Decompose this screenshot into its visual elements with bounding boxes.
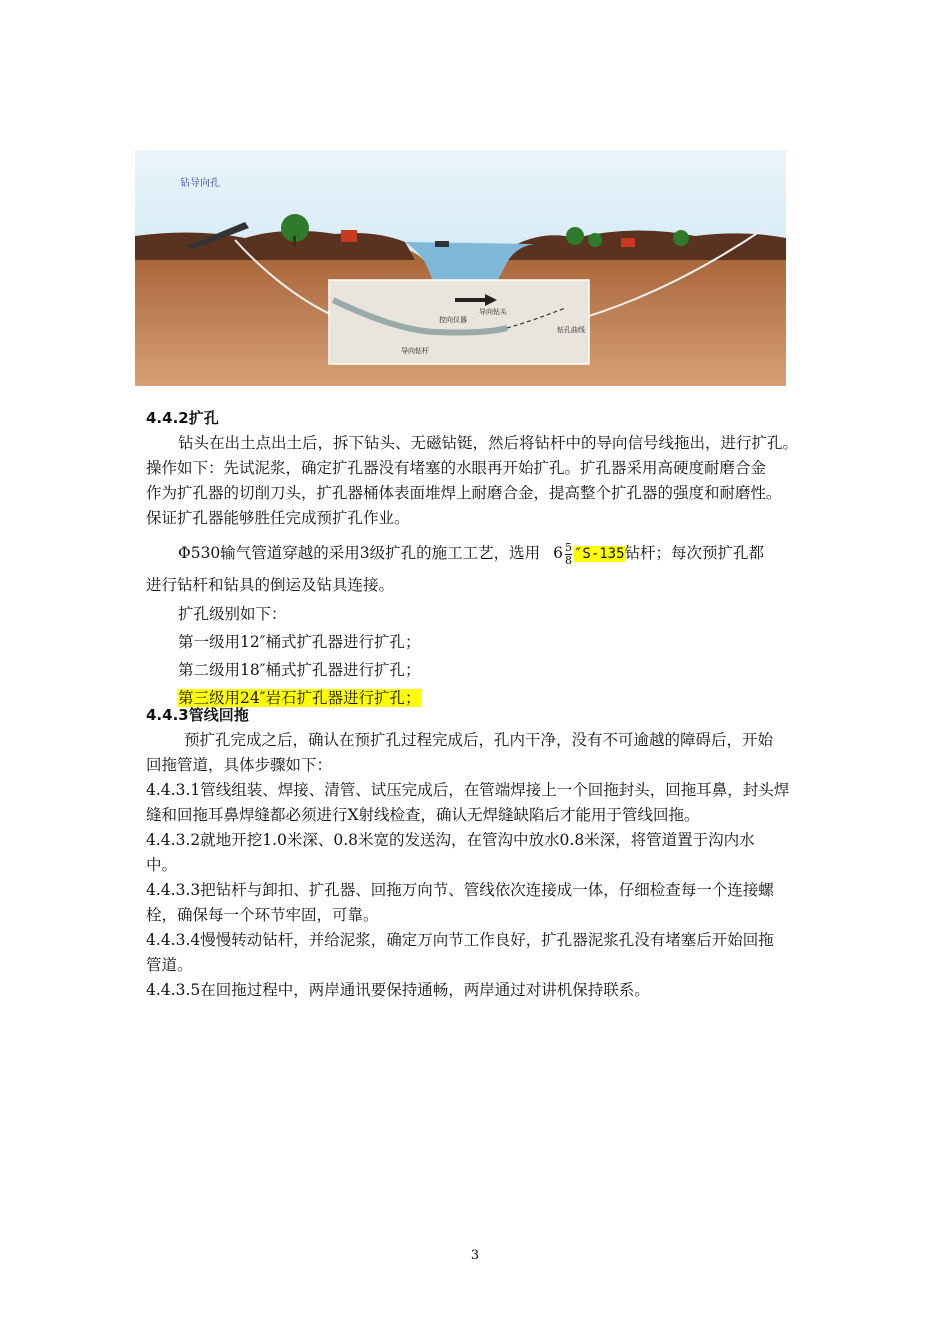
- paragraph-line: 预扩孔完成之后，确认在预扩孔过程完成后，孔内干净，没有不可逾越的障碍后，开始: [184, 731, 774, 749]
- boat-icon: [435, 241, 449, 247]
- paragraph-line: 回拖管道，具体步骤如下：: [146, 756, 333, 774]
- tree-icon: [673, 230, 689, 246]
- figure-title: 钻导向孔: [180, 178, 220, 189]
- paragraph-line: 钻头在出土点出土后，拆下钻头、无磁钻铤，然后将钻杆中的导向信号线拖出，进行扩孔。: [178, 434, 799, 452]
- paragraph-line: 4.4.3.3把钻杆与卸扣、扩孔器、回拖万向节、管线依次连接成一体，仔细检查每一个连接螺: [146, 881, 774, 899]
- topsoil-left: [135, 231, 415, 260]
- section-heading: 4.4.2扩孔: [146, 409, 219, 427]
- label-guide-drill-rod: 导向钻杆: [401, 347, 429, 355]
- paragraph-line: [146, 533, 812, 573]
- page-number: 3: [470, 1248, 480, 1263]
- list-item: 第一级用12″桶式扩孔器进行扩孔；: [178, 633, 421, 651]
- text-span: Φ530输气管道穿越的采用3级扩孔的施工工艺，选用: [178, 544, 541, 562]
- highlighted-spec: ″S-135: [573, 546, 625, 562]
- tree-icon: [588, 233, 602, 247]
- paragraph-line: 4.4.3.1管线组装、焊接、清管、试压完成后，在管端焊接上一个回拖封头，回拖耳鼻，封头焊: [146, 781, 790, 799]
- paragraph-line: 操作如下：先试泥浆，确定扩孔器没有堵塞的水眼再开始扩孔。扩孔器采用高硬度耐磨合金: [146, 459, 767, 477]
- paragraph-line: 4.4.3.5在回拖过程中，两岸通讯要保持通畅，两岸通过对讲机保持联系。: [146, 981, 650, 999]
- section-heading: 4.4.3管线回拖: [146, 706, 249, 724]
- paragraph-line: 4.4.3.4慢慢转动钻杆，并给泥浆，确定万向节工作良好，扩孔器泥浆孔没有堵塞后开始回拖: [146, 931, 774, 949]
- fraction-whole: 6: [553, 544, 563, 562]
- paragraph-line: 4.4.3.2就地开挖1.0米深、0.8米宽的发送沟，在管沟中放水0.8米深，将管道置于沟内水: [146, 831, 755, 849]
- tree-icon: [566, 227, 584, 245]
- section-442: [146, 406, 812, 711]
- list-item: 第二级用18″桶式扩孔器进行扩孔；: [178, 661, 421, 679]
- paragraph-line: 保证扩孔器能够胜任完成预扩孔作业。: [146, 509, 410, 527]
- paragraph-line: 中。: [146, 856, 178, 874]
- label-drill-curve: 钻孔曲线: [557, 326, 585, 334]
- paragraph-line: 进行钻杆和钻具的倒运及钻具连接。: [146, 576, 395, 594]
- hdd-drilling-illustration: [135, 150, 786, 386]
- fraction: [565, 542, 572, 567]
- highlighted-text: 第三级用24″岩石扩孔器进行扩孔；: [178, 689, 421, 707]
- paragraph-line: 管道。: [146, 956, 193, 974]
- text-span: 钻杆；每次预扩孔都: [624, 544, 765, 562]
- truck-icon: [341, 230, 357, 242]
- label-control-instrument: 控向仪器: [439, 316, 467, 324]
- paragraph-line: 缝和回拖耳鼻焊缝都必须进行X射线检查，确认无焊缝缺陷后才能用于管线回拖。: [146, 806, 700, 824]
- paragraph-line: 作为扩孔器的切削刀头，扩孔器桶体表面堆焊上耐磨合金，提高整个扩孔器的强度和耐磨性。: [146, 484, 782, 502]
- section-443: [146, 703, 812, 1003]
- paragraph-line: 栓，确保每一个环节牢固，可靠。: [146, 906, 379, 924]
- label-guide-drill-head: 导向钻头: [479, 308, 507, 316]
- fraction-denominator: 8: [564, 553, 572, 567]
- truck-icon: [621, 238, 635, 247]
- paragraph-line: 扩孔级别如下：: [178, 605, 287, 623]
- fraction-numerator: 5: [564, 540, 572, 554]
